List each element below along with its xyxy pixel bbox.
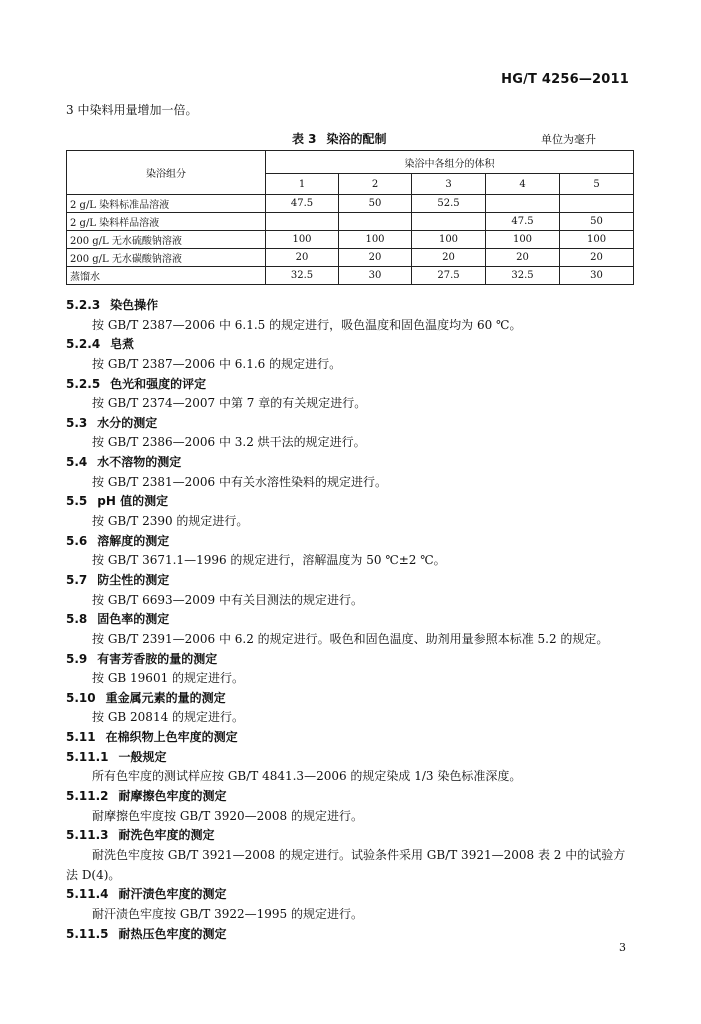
section-heading bbox=[66, 453, 646, 473]
table-cell: 100 bbox=[266, 231, 339, 249]
section-heading bbox=[66, 492, 646, 512]
column-header-cell: 5 bbox=[560, 174, 634, 195]
table-cell: 100 bbox=[560, 231, 634, 249]
standard-code-header: HG/T 4256—2011 bbox=[501, 72, 629, 87]
table-cell: 100 bbox=[486, 231, 560, 249]
section-text: 按 GB/T 2390 的规定进行。 bbox=[92, 514, 249, 529]
section-text: 按 GB/T 2381—2006 中有关水溶性染料的规定进行。 bbox=[92, 474, 387, 489]
section-text: 按 GB/T 2374—2007 中第 7 章的有关规定进行。 bbox=[92, 396, 367, 411]
table-cell: 52.5 bbox=[412, 195, 486, 213]
table-cell: 32.5 bbox=[486, 267, 560, 285]
section-title: 色光和强度的评定 bbox=[110, 376, 207, 391]
section-heading bbox=[66, 748, 646, 768]
row-header-cell: 染浴组分 bbox=[67, 151, 266, 195]
table-row bbox=[67, 195, 634, 213]
section-number: 5.11.1 bbox=[66, 749, 109, 764]
section-title: 固色率的测定 bbox=[97, 612, 170, 627]
row-label-cell: 200 g/L 无水碳酸钠溶液 bbox=[67, 249, 266, 267]
table-cell: 27.5 bbox=[412, 267, 486, 285]
table-cell bbox=[560, 195, 634, 213]
section-heading bbox=[66, 826, 646, 846]
group-header-cell: 染浴中各组分的体积 bbox=[266, 151, 634, 174]
section-number: 5.8 bbox=[66, 612, 88, 627]
section-text: 法 D(4)。 bbox=[66, 867, 121, 882]
table-cell: 50 bbox=[560, 213, 634, 231]
row-label-cell: 蒸馏水 bbox=[67, 267, 266, 285]
section-number: 5.11.5 bbox=[66, 926, 109, 941]
table-cell: 20 bbox=[339, 249, 412, 267]
table-caption bbox=[292, 130, 387, 147]
section-heading bbox=[66, 532, 646, 552]
section-text: 按 GB/T 2387—2006 中 6.1.5 的规定进行，吸色温度和固色温度均为 60 ℃。 bbox=[92, 317, 522, 332]
intro-line: 3 中染料用量增加一倍。 bbox=[66, 103, 198, 117]
table-cell: 100 bbox=[412, 231, 486, 249]
section-heading bbox=[66, 375, 646, 395]
section-text: 所有色牢度的测试样应按 GB/T 4841.3—2006 的规定染成 1/3 染色标准深度。 bbox=[92, 769, 522, 784]
section-title: 耐洗色牢度的测定 bbox=[118, 828, 215, 843]
section-number: 5.2.5 bbox=[66, 376, 101, 391]
table-cell: 30 bbox=[560, 267, 634, 285]
table-cell: 100 bbox=[339, 231, 412, 249]
section-title: 有害芳香胺的量的测定 bbox=[97, 651, 218, 666]
section-text: 按 GB/T 6693—2009 中有关目测法的规定进行。 bbox=[92, 592, 363, 607]
table-cell: 20 bbox=[560, 249, 634, 267]
table-cell: 30 bbox=[339, 267, 412, 285]
section-title: pH 值的测定 bbox=[97, 494, 169, 509]
section-heading bbox=[66, 689, 646, 709]
section-title: 耐汗渍色牢度的测定 bbox=[118, 887, 227, 902]
column-header-cell: 2 bbox=[339, 174, 412, 195]
section-title: 水分的测定 bbox=[97, 415, 158, 430]
table-cell bbox=[266, 213, 339, 231]
section-number: 5.11.4 bbox=[66, 887, 109, 902]
column-header-cell: 1 bbox=[266, 174, 339, 195]
table-header-row bbox=[67, 151, 634, 174]
section-text: 耐摩擦色牢度按 GB/T 3920—2008 的规定进行。 bbox=[92, 808, 363, 823]
section-number: 5.3 bbox=[66, 415, 88, 430]
section-number: 5.5 bbox=[66, 494, 88, 509]
table-cell: 47.5 bbox=[486, 213, 560, 231]
section-title: 一般规定 bbox=[118, 749, 167, 764]
table-cell: 20 bbox=[486, 249, 560, 267]
section-number: 5.9 bbox=[66, 651, 88, 666]
section-title: 染色操作 bbox=[110, 298, 159, 312]
section-heading bbox=[66, 571, 646, 591]
section-heading bbox=[66, 650, 646, 670]
table-cell: 20 bbox=[266, 249, 339, 267]
section-number: 5.10 bbox=[66, 690, 96, 705]
section-number: 5.4 bbox=[66, 455, 88, 470]
section-heading bbox=[66, 885, 646, 905]
dye-bath-table bbox=[66, 150, 634, 285]
table-caption-number: 表 3 bbox=[292, 132, 317, 146]
page-number: 3 bbox=[619, 941, 626, 954]
row-label-cell: 200 g/L 无水硫酸钠溶液 bbox=[67, 231, 266, 249]
section-heading bbox=[66, 414, 646, 434]
table-cell: 47.5 bbox=[266, 195, 339, 213]
section-number: 5.7 bbox=[66, 572, 88, 587]
section-title: 在棉织物上色牢度的测定 bbox=[105, 730, 238, 745]
section-title: 水不溶物的测定 bbox=[97, 455, 182, 470]
section-heading bbox=[66, 610, 646, 630]
section-title: 皂煮 bbox=[110, 337, 135, 352]
section-heading bbox=[66, 925, 646, 945]
section-text: 耐汗渍色牢度按 GB/T 3922—1995 的规定进行。 bbox=[92, 906, 363, 921]
section-text: 按 GB 19601 的规定进行。 bbox=[92, 671, 245, 686]
section-title: 耐热压色牢度的测定 bbox=[118, 926, 227, 941]
table-cell bbox=[486, 195, 560, 213]
section-text: 按 GB/T 3671.1—1996 的规定进行，溶解温度为 50 ℃±2 ℃。 bbox=[92, 553, 446, 568]
section-number: 5.11.3 bbox=[66, 828, 109, 843]
section-number: 5.6 bbox=[66, 533, 88, 548]
table-cell: 20 bbox=[412, 249, 486, 267]
table-unit: 单位为毫升 bbox=[541, 133, 596, 146]
column-header-cell: 4 bbox=[486, 174, 560, 195]
row-label-cell: 2 g/L 染料标准品溶液 bbox=[67, 195, 266, 213]
table-cell bbox=[339, 213, 412, 231]
table-cell: 32.5 bbox=[266, 267, 339, 285]
section-title: 溶解度的测定 bbox=[97, 533, 170, 548]
section-text: 按 GB/T 2387—2006 中 6.1.6 的规定进行。 bbox=[92, 356, 342, 371]
section-text: 按 GB/T 2386—2006 中 3.2 烘干法的规定进行。 bbox=[92, 435, 366, 450]
table-row bbox=[67, 231, 634, 249]
column-header-cell: 3 bbox=[412, 174, 486, 195]
section-number: 5.2.3 bbox=[66, 298, 101, 312]
table-row bbox=[67, 267, 634, 285]
section-number: 5.11.2 bbox=[66, 789, 109, 804]
section-title: 重金属元素的量的测定 bbox=[105, 690, 226, 705]
section-heading bbox=[66, 335, 646, 355]
table-row bbox=[67, 249, 634, 267]
section-heading bbox=[66, 296, 646, 316]
section-text: 按 GB 20814 的规定进行。 bbox=[92, 710, 245, 725]
sections-body bbox=[66, 296, 646, 944]
section-text: 耐洗色牢度按 GB/T 3921—2008 的规定进行。试验条件采用 GB/T 3921—2008 表 2 中的试验方 bbox=[92, 847, 626, 862]
section-title: 耐摩擦色牢度的测定 bbox=[118, 789, 227, 804]
section-heading bbox=[66, 787, 646, 807]
table-row bbox=[67, 213, 634, 231]
section-number: 5.2.4 bbox=[66, 337, 101, 352]
table-cell: 50 bbox=[339, 195, 412, 213]
table-caption-title: 染浴的配制 bbox=[326, 132, 387, 146]
section-title: 防尘性的测定 bbox=[97, 572, 170, 587]
table-cell bbox=[412, 213, 486, 231]
section-text: 按 GB/T 2391—2006 中 6.2 的规定进行。吸色和固色温度、助剂用量参照本标准 5.2 的规定。 bbox=[92, 631, 609, 646]
section-heading bbox=[66, 728, 646, 748]
row-label-cell: 2 g/L 染料样品溶液 bbox=[67, 213, 266, 231]
section-number: 5.11 bbox=[66, 730, 96, 745]
